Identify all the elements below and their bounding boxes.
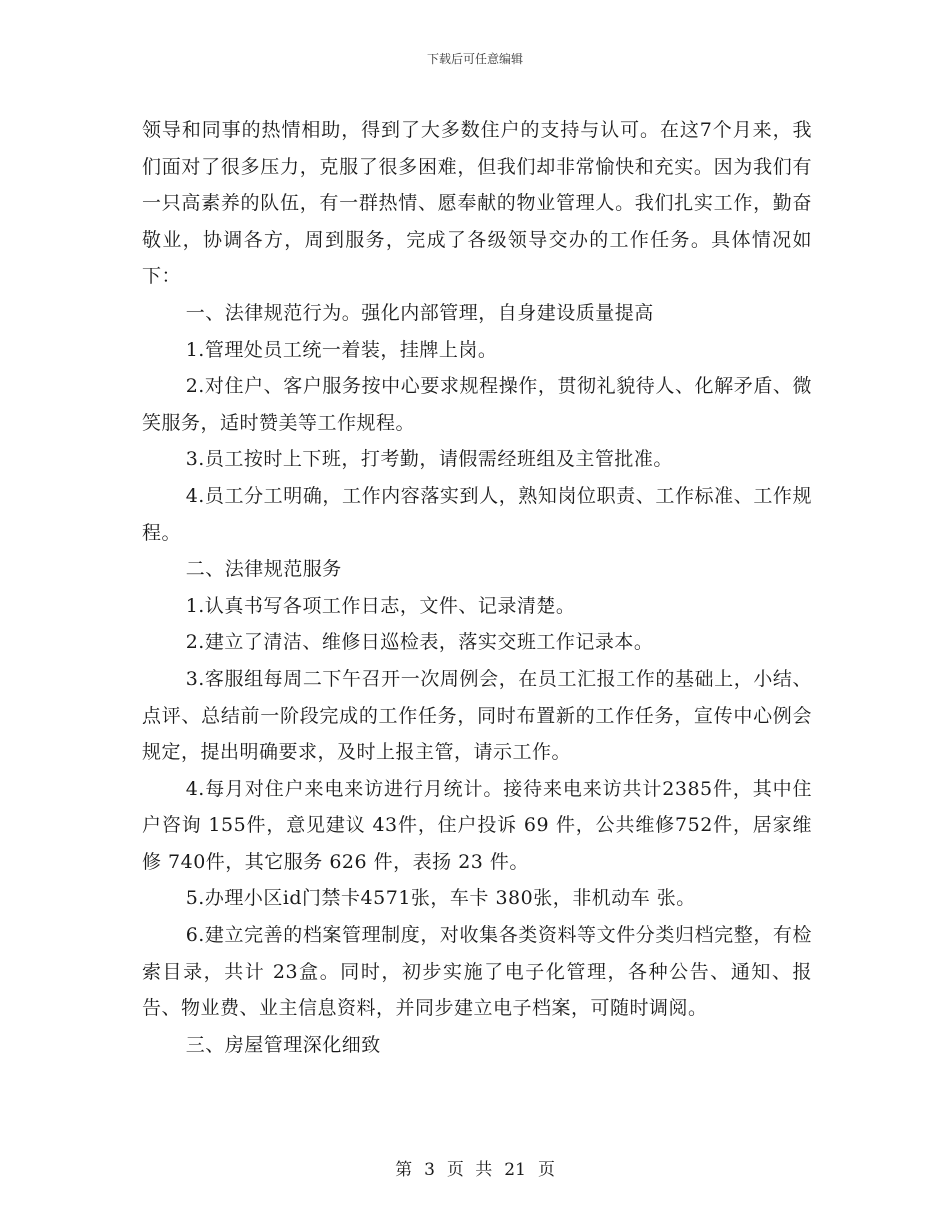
list-item: 2.建立了清洁、维修日巡检表，落实交班工作记录本。	[185, 631, 654, 654]
list-item: 1.认真书写各项工作日志，文件、记录清楚。	[185, 594, 576, 617]
list-item: 4.每月对住户来电来访进行月统计。接待来电来访共计2385件，其中住户咨询 155件，意见建议 43件，住户投诉 69 件，公共维修752件，居家维修 740件，其它服务 626 件，表扬 23 件。	[142, 777, 812, 873]
list-item: 1.管理处员工统一着装，挂牌上岗。	[185, 338, 498, 361]
list-item: 5.办理小区id门禁卡4571张，车卡 380张，非机动车 张。	[185, 887, 696, 910]
page-label-suffix: 页	[537, 1160, 555, 1180]
list-item: 6.建立完善的档案管理制度，对收集各类资料等文件分类归档完整，有检索目录，共计 23盒。同时，初步实施了电子化管理，各种公告、通知、报告、物业费、业主信息资料，并同步建立电子档案，可随时调阅。	[142, 924, 812, 1020]
list-item: 3.员工按时上下班，打考勤，请假需经班组及主管批准。	[185, 448, 673, 471]
paragraph-continuation: 领导和同事的热情相助，得到了大多数住户的支持与认可。在这7个月来，我们面对了很多压力，克服了很多困难，但我们却非常愉快和充实。因为我们有一只高素养的队伍，有一群热情、愿奉献的物业管理人。我们扎实工作，勤奋敬业，协调各方，周到服务，完成了各级领导交办的工作任务。具体情况如下：	[142, 119, 812, 288]
page-label-mid: 页 共	[446, 1160, 493, 1180]
page-label-prefix: 第	[395, 1160, 413, 1180]
list-item: 2.对住户、客户服务按中心要求规程操作，贯彻礼貌待人、化解矛盾、微笑服务，适时赞美等工作规程。	[142, 375, 812, 434]
current-page-number: 3	[424, 1160, 435, 1180]
document-body	[142, 112, 812, 1063]
list-item: 3.客服组每周二下午召开一次周例会，在员工汇报工作的基础上，小结、点评、总结前一阶段完成的工作任务，同时布置新的工作任务，宣传中心例会规定，提出明确要求，及时上报主管，请示工作。	[142, 667, 812, 764]
total-pages-number: 21	[504, 1160, 526, 1180]
page-header-note: 下载后可任意编辑	[426, 52, 523, 66]
page-number-footer	[0, 1155, 950, 1180]
section-heading-1: 一、法律规范行为。强化内部管理，自身建设质量提高	[185, 301, 654, 324]
section-heading-3: 三、房屋管理深化细致	[185, 1033, 381, 1056]
section-heading-2: 二、法律规范服务	[185, 558, 342, 581]
list-item: 4.员工分工明确，工作内容落实到人，熟知岗位职责、工作标准、工作规程。	[142, 484, 812, 544]
